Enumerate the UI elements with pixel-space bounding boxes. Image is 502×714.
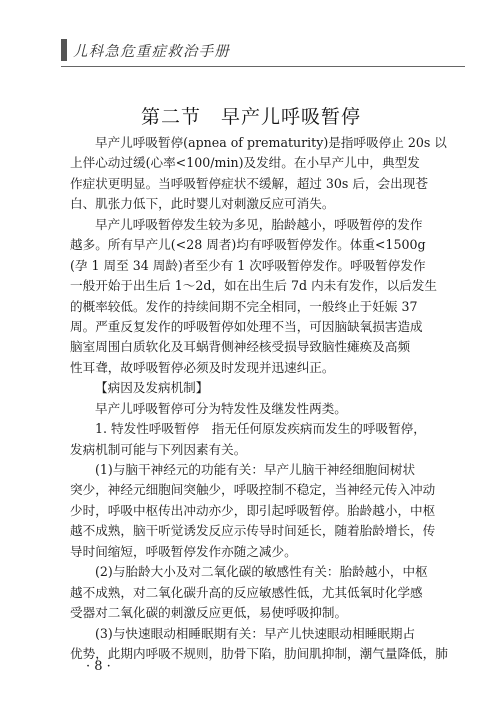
text-line: 白、肌张力低下，此时婴儿对刺激反应可消失。 bbox=[70, 196, 335, 212]
subsection-heading: 【病因及发病机制】 bbox=[95, 380, 209, 396]
text-line: 越多。所有早产儿(<28 周者)均有呼吸暂停发作。体重<1500g bbox=[70, 237, 426, 253]
body-text bbox=[70, 133, 448, 664]
text-line: 少时，呼吸中枢传出冲动亦少，即引起呼吸暂停。胎龄越小，中枢 bbox=[70, 502, 436, 518]
text-line: 周。严重反复发作的呼吸暂停如处理不当，可因脑缺氧损害造成 bbox=[70, 318, 423, 334]
text-line: 的概率较低。发作的持续间期不完全相同，一般终止于妊娠 37 bbox=[70, 298, 418, 314]
text-line: 受器对二氧化碳的刺激反应更低，易使呼吸抑制。 bbox=[70, 605, 348, 621]
text-line: 导时间缩短，呼吸暂停发作亦随之减少。 bbox=[70, 543, 297, 559]
page-number: · 8 · bbox=[86, 659, 111, 674]
text-line: 早产儿呼吸暂停可分为特发性及继发性两类。 bbox=[95, 400, 347, 416]
text-line: 脑室周围白质软化及耳蜗背侧神经核受损导致脑性瘫痪及高频 bbox=[70, 339, 411, 355]
text-line: 1. 特发性呼吸暂停 指无任何原发疾病而发生的呼吸暂停， bbox=[95, 421, 426, 437]
text-line: 越不成熟，脑干听觉诱发反应示传导时间延长，随着胎龄增长，传 bbox=[70, 523, 436, 539]
book-title: 儿科急危重症救治手册 bbox=[73, 43, 230, 60]
section-title: 第二节 早产儿呼吸暂停 bbox=[140, 105, 361, 128]
text-line: (2)与胎龄大小及对二氧化碳的敏感性有关：胎龄越小，中枢 bbox=[95, 564, 428, 580]
header-marker bbox=[61, 39, 67, 61]
text-line: 早产儿呼吸暂停(apnea of prematurity)是指呼吸停止 20s 以 bbox=[95, 135, 447, 150]
text-line: 性耳聋，故呼吸暂停必须及时发现并迅速纠正。 bbox=[70, 359, 335, 375]
text-line: 早产儿呼吸暂停发生较为多见，胎龄越小，呼吸暂停的发作 bbox=[95, 216, 423, 232]
text-line: 越不成熟，对二氧化碳升高的反应敏感性低，尤其低氧时化学感 bbox=[70, 584, 423, 600]
text-line: 上伴心动过缓(心率<100/min)及发绀。在小早产儿中，典型发 bbox=[70, 155, 420, 171]
text-line: 发病机制可能与下列因素有关。 bbox=[70, 441, 247, 457]
header-rule bbox=[61, 66, 465, 67]
text-line: 一般开始于出生后 1～2d，如在出生后 7d 内未有发作，以后发生 bbox=[70, 278, 438, 294]
text-line: 突少，神经元细胞间突触少，呼吸控制不稳定，当神经元传入冲动 bbox=[70, 482, 436, 498]
text-line: 优势，此期内呼吸不规则，肋骨下陷，肋间肌抑制，潮气量降低，肺 bbox=[70, 645, 448, 661]
text-line: (孕 1 周至 34 周龄)者至少有 1 次呼吸暂停发作。呼吸暂停发作 bbox=[70, 257, 426, 273]
text-line: (1)与脑干神经元的功能有关：早产儿脑干神经细胞间树状 bbox=[95, 462, 416, 477]
text-line: (3)与快速眼动相睡眠期有关：早产儿快速眼动相睡眠期占 bbox=[95, 625, 416, 641]
running-header bbox=[61, 36, 465, 64]
text-line: 作症状更明显。当呼吸暂停症状不缓解，超过 30s 后，会出现苍 bbox=[70, 175, 428, 191]
